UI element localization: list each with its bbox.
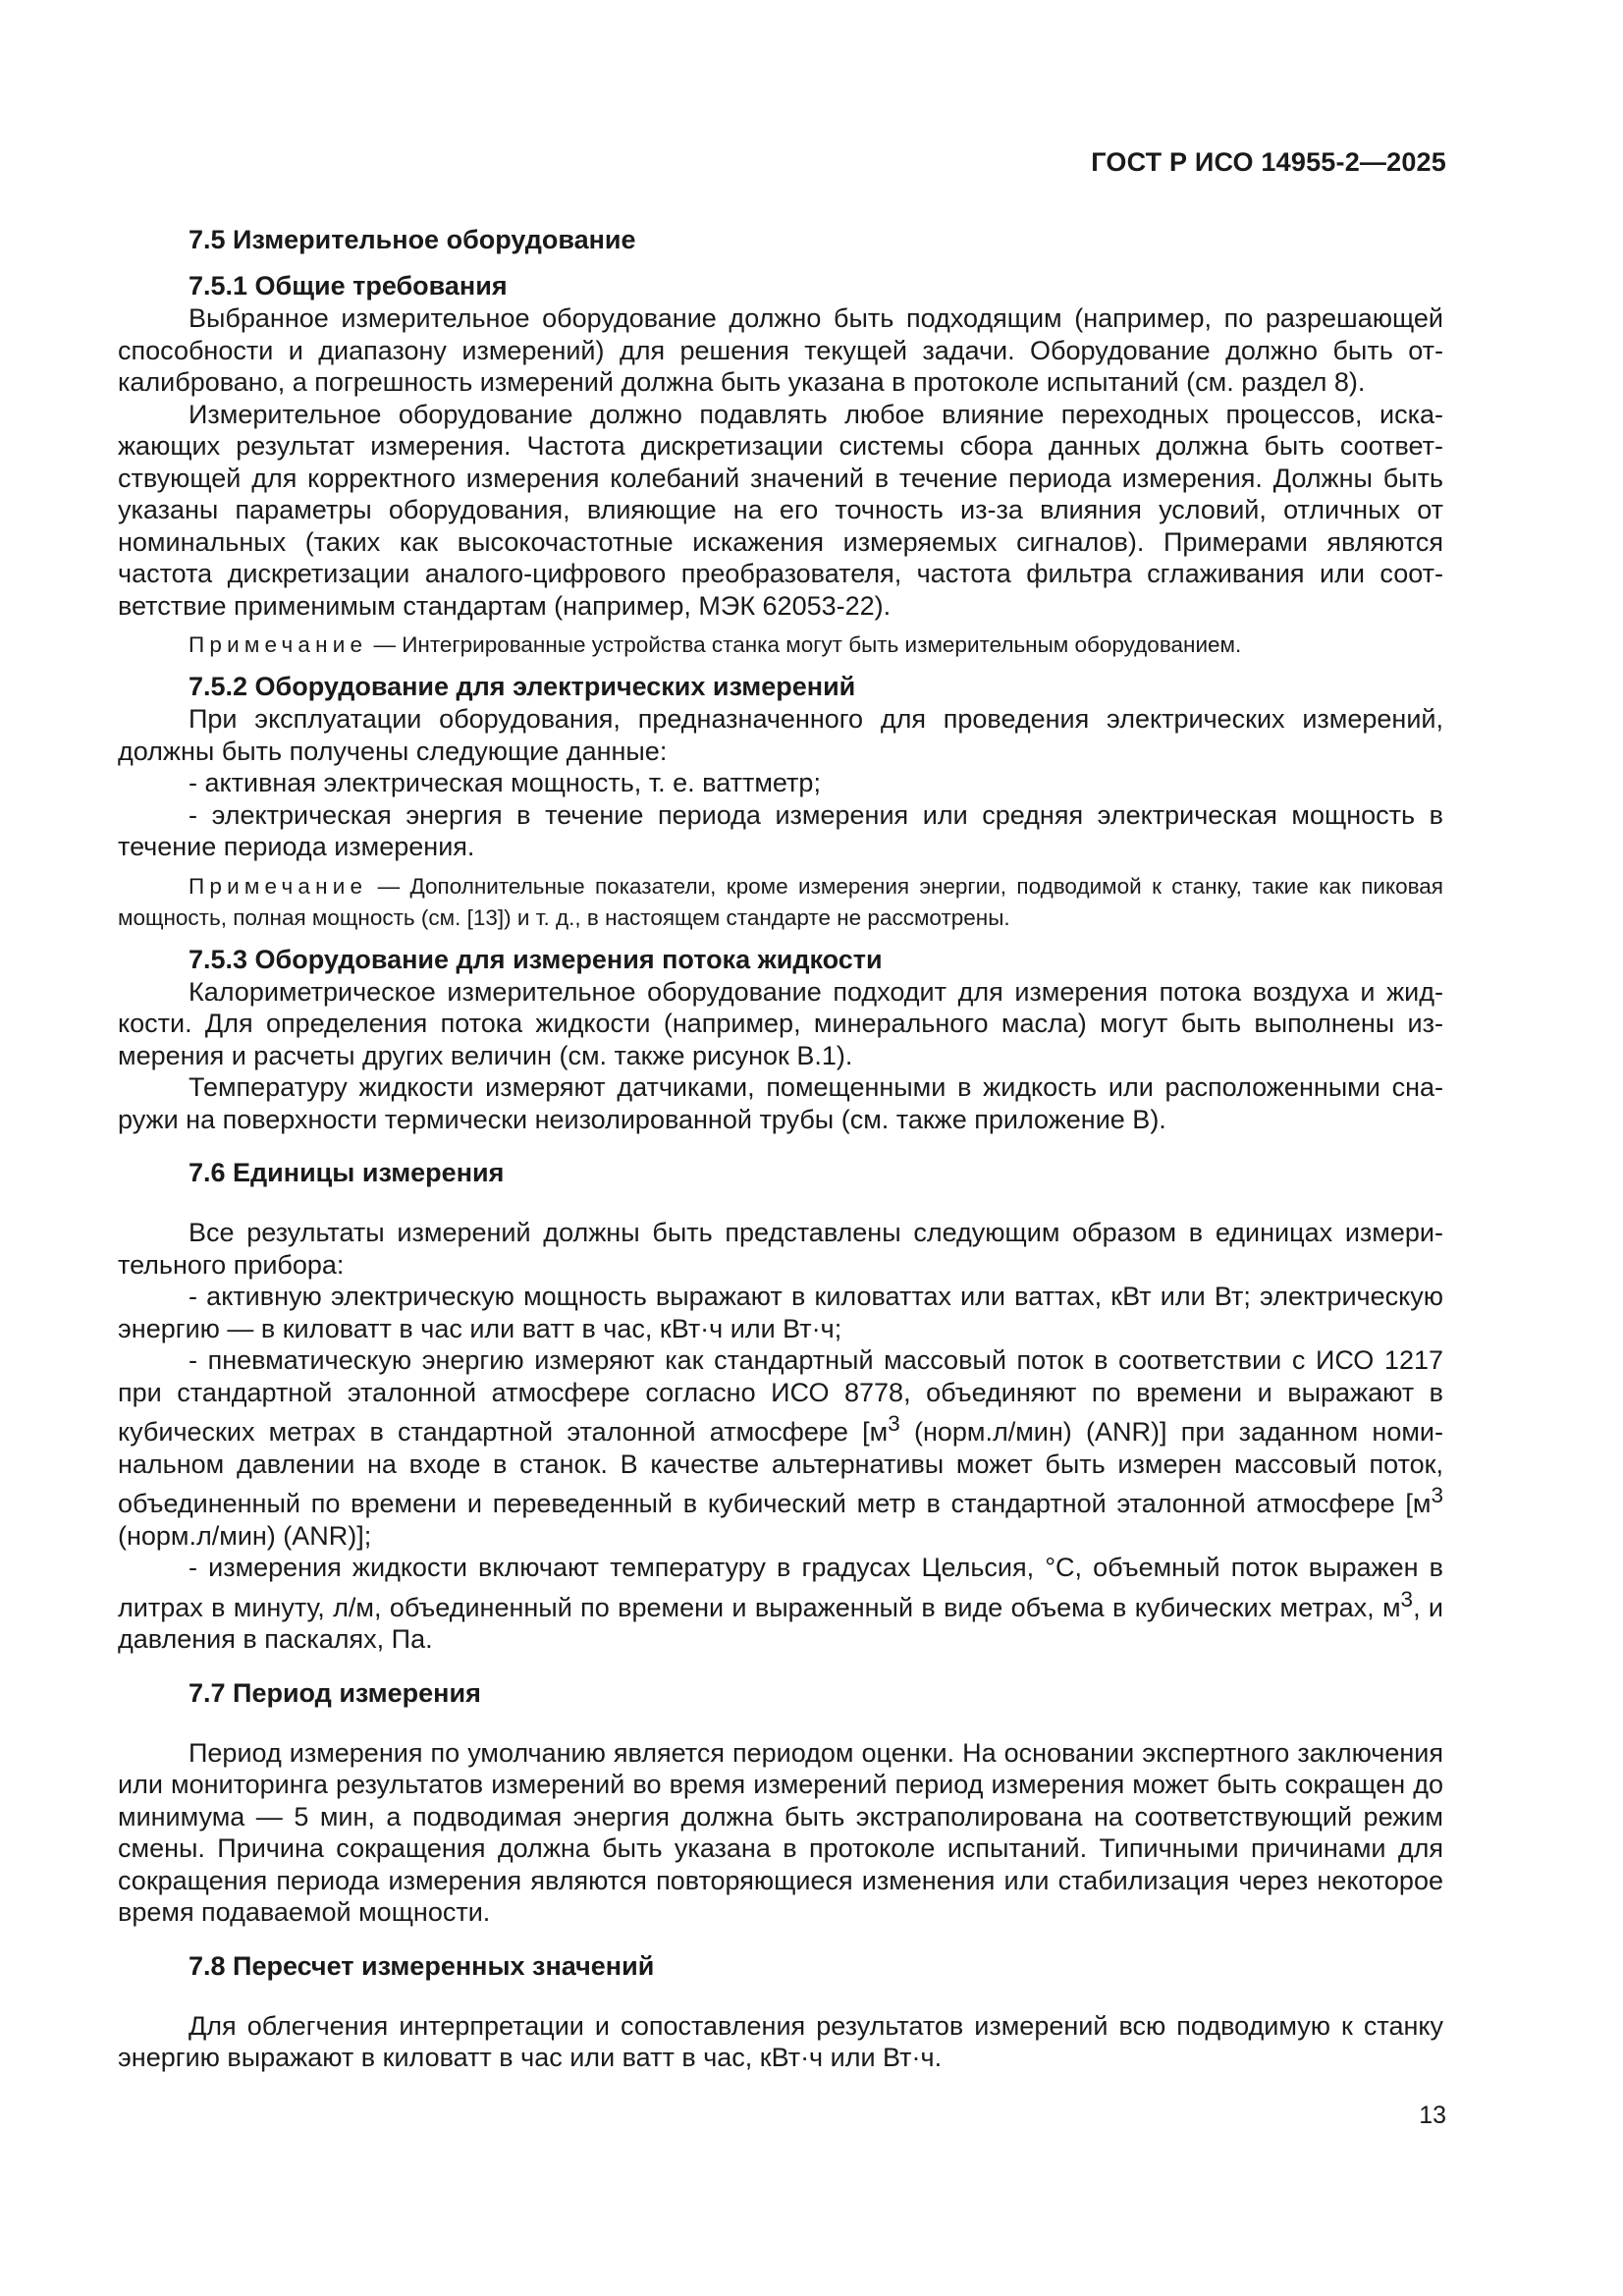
list-item: - электрическая энергия в течение периода измерения или средняя электрическая мощность в течение периода измерения.	[118, 799, 1443, 861]
superscript: 3	[888, 1411, 900, 1436]
note	[118, 629, 1443, 661]
section-7-5-2-title: 7.5.2 Оборудование для электрических измерений	[189, 672, 856, 701]
section-7-5-3-title: 7.5.3 Оборудование для измерения потока жидкости	[189, 944, 883, 974]
paragraph: Все результаты измерений должны быть представлены следующим образом в единицах измерительного прибора:	[118, 1218, 1443, 1280]
section-7-5-title: 7.5 Измерительное оборудование	[189, 225, 636, 254]
section-7-5-1-title: 7.5.1 Общие требования	[189, 271, 508, 301]
note-text: — Интегрированные устройства станка могут быть измерительным оборудованием.	[367, 632, 1242, 657]
section-7-7-title: 7.7 Период измерения	[189, 1677, 481, 1708]
paragraph: Измерительное оборудование должно подавлять любое влияние переходных процессов, искажающих результат измерения. Частота дискретизации системы сбора данных должна быть соответствующей для корректного измерения колебаний значений в течение периода измерения. Должны быть указаны параметры оборудования, влияющие на его точность из-за влияния условий, отличных от номинальных (таких как высокочастотные искажения измеряемых сигналов). Примерами являются частота дискретизации аналого-цифрового преобразователя, частота фильтра сглаживания или соответствие применимым стандартам (например, МЭК 62053-22).	[118, 399, 1443, 621]
note-label: Примечание	[189, 632, 368, 657]
list-item: - активная электрическая мощность, т. е. ваттметр;	[189, 768, 821, 797]
list-item: - пневматическую энергию измеряют как стандартный массовый поток в соответствии с ИСО 1217 при стандартной эталонной атмосфере согласно ИСО 8778, объединяют по времени и выражают в кубических метрах в стандартной эталонной атмосфере [$м^3$ (норм.л/мин) (ANR)] при заданном номинальном давлении на входе в станок. В качестве альтернативы может быть измерен массовый поток, объединенный по времени и переведенный в кубический метр в стандартной эталонной атмосфере [$м^3$ (норм.л/мин) (ANR)];	[118, 1345, 1443, 1551]
superscript: 3	[1400, 1586, 1414, 1612]
page-number: 13	[1419, 2102, 1446, 2129]
paragraph: Выбранное измерительное оборудование должно быть подходящим (например, по разрешающей способности и диапазону измерений) для решения текущей задачи. Оборудование должно быть откалибровано, а погрешность измерений должна быть указана в протоколе испытаний (см. раздел 8).	[118, 303, 1443, 397]
paragraph: Температуру жидкости измеряют датчиками, помещенными в жидкость или расположенными снаружи на поверхности термически неизолированной трубы (см. также приложение В).	[118, 1072, 1443, 1134]
list-item: - измерения жидкости включают температуру в градусах Цельсия, °С, объемный поток выражен в литрах в минуту, л/м, объединенный по времени и выраженный в виде объема в кубических метрах, $м^3$, и давления в паскалях, Па.	[118, 1553, 1443, 1654]
note	[118, 871, 1443, 934]
document-header: ГОСТ Р ИСО 14955-2—2025	[1091, 147, 1446, 177]
section-7-8-title: 7.8 Пересчет измеренных значений	[189, 1950, 655, 1981]
list-item: - активную электрическую мощность выражают в киловаттах или ваттах, кВт или Вт; электрическую энергию — в киловатт в час или ватт в час, кВт·ч или Вт·ч;	[118, 1282, 1443, 1343]
paragraph: Калориметрическое измерительное оборудование подходит для измерения потока воздуха и жидкости. Для определения потока жидкости (например, минерального масла) могут быть выполнены измерения и расчеты других величин (см. также рисунок В.1).	[118, 976, 1443, 1070]
page-content	[118, 224, 1443, 2074]
section-7-6-title: 7.6 Единицы измерения	[189, 1158, 505, 1187]
paragraph: Для облегчения интерпретации и сопоставления результатов измерений всю подводимую к станку энергию выражают в киловатт в час или ватт в час, кВт·ч или Вт·ч.	[118, 2010, 1443, 2072]
note-label: Примечание	[189, 873, 368, 899]
paragraph: При эксплуатации оборудования, предназначенного для проведения электрических измерений, должны быть получены следующие данные:	[118, 704, 1443, 766]
note-text: — Дополнительные показатели, кроме измерения энергии, подводимой к станку, такие как пиковая мощность, полная мощность (см. [13]) и т. д., в настоящем стандарте не рассмотрены.	[118, 873, 1443, 930]
superscript: 3	[1431, 1483, 1443, 1507]
paragraph: Период измерения по умолчанию является периодом оценки. На основании экспертного заключения или мониторинга результатов измерений во время измерений период измерения может быть сокращен до минимума — 5 мин, а подводимая энергия должна быть экстраполирована на соответствующий режим смены. Причина сокращения должна быть указана в протоколе испытаний. Типичными причинами для сокращения периода измерения являются повторяющиеся изменения или стабилизация через некоторое время подаваемой мощности.	[118, 1737, 1443, 1927]
